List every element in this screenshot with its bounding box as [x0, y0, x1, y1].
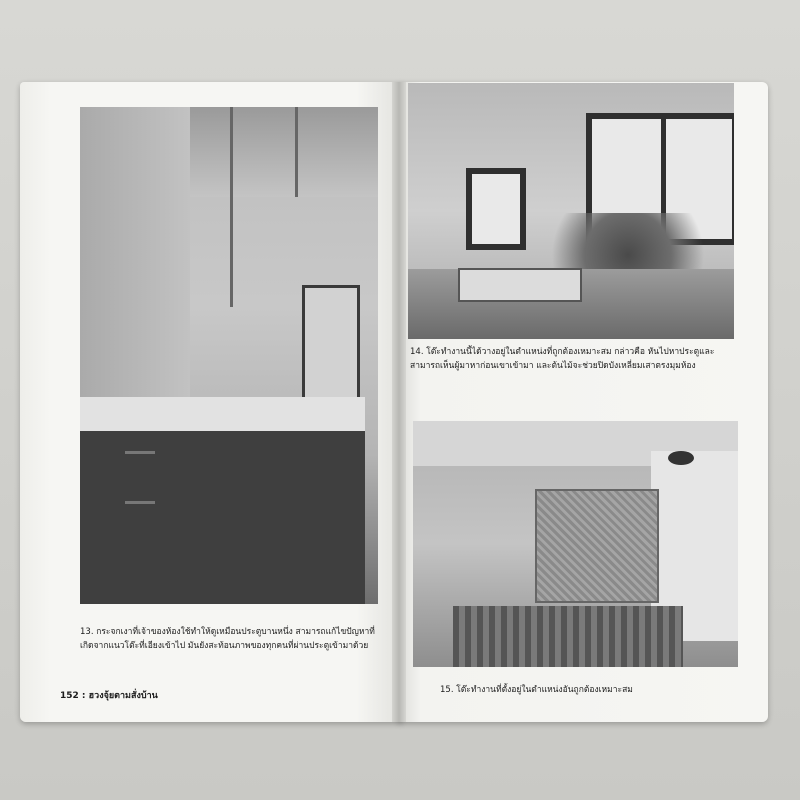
- caption-15: 15. โต๊ะทำงานที่ตั้งอยู่ในตำแหน่งอันถูกต้องเหมาะสม: [440, 685, 633, 695]
- photo-drawer: [125, 501, 155, 504]
- window-office-photo: [408, 83, 734, 339]
- photo-drawer: [125, 451, 155, 454]
- photo-mirror-door: [302, 285, 360, 411]
- office-photo: [80, 107, 378, 604]
- photo-desk-top: [80, 397, 365, 434]
- caption-13: 13. กระจกเงาที่เจ้าของห้องใช้ทำให้ดูเหมือนประตูบานหนึ่ง สามารถแก้ไขปัญหาที่เกิดจากแนวโต๊ะที่เอียงเข้าไป มันยังสะท้อนภาพของทุกคนที่ผ่านประตูเข้ามาด้วย: [80, 627, 375, 652]
- page-footer: 152 : ฮวงจุ้ยตามสั่งบ้าน: [60, 691, 158, 701]
- book-gutter: [392, 82, 406, 722]
- photo-lamp: [668, 451, 694, 465]
- photo-desk: [80, 431, 365, 604]
- photo-shelf: [535, 489, 659, 603]
- photo-window-small: [466, 168, 526, 250]
- photo-rug: [453, 606, 683, 667]
- caption-14: 14. โต๊ะทำงานนี้ได้วางอยู่ในตำแหน่งที่ถูกต้องเหมาะสม กล่าวคือ หันไปหาประตูและสามารถเห็นผู้มาหาก่อนเขาเข้ามา และต้นไม้จะช่วยปิดบังเหลี่ยมเสาตรงมุมห้อง: [410, 347, 715, 372]
- photo-pipe: [230, 107, 233, 307]
- photo-pipe: [295, 107, 298, 197]
- photo-wall: [80, 107, 190, 427]
- photo-table: [458, 268, 582, 302]
- shrine-corner-photo: [413, 421, 738, 667]
